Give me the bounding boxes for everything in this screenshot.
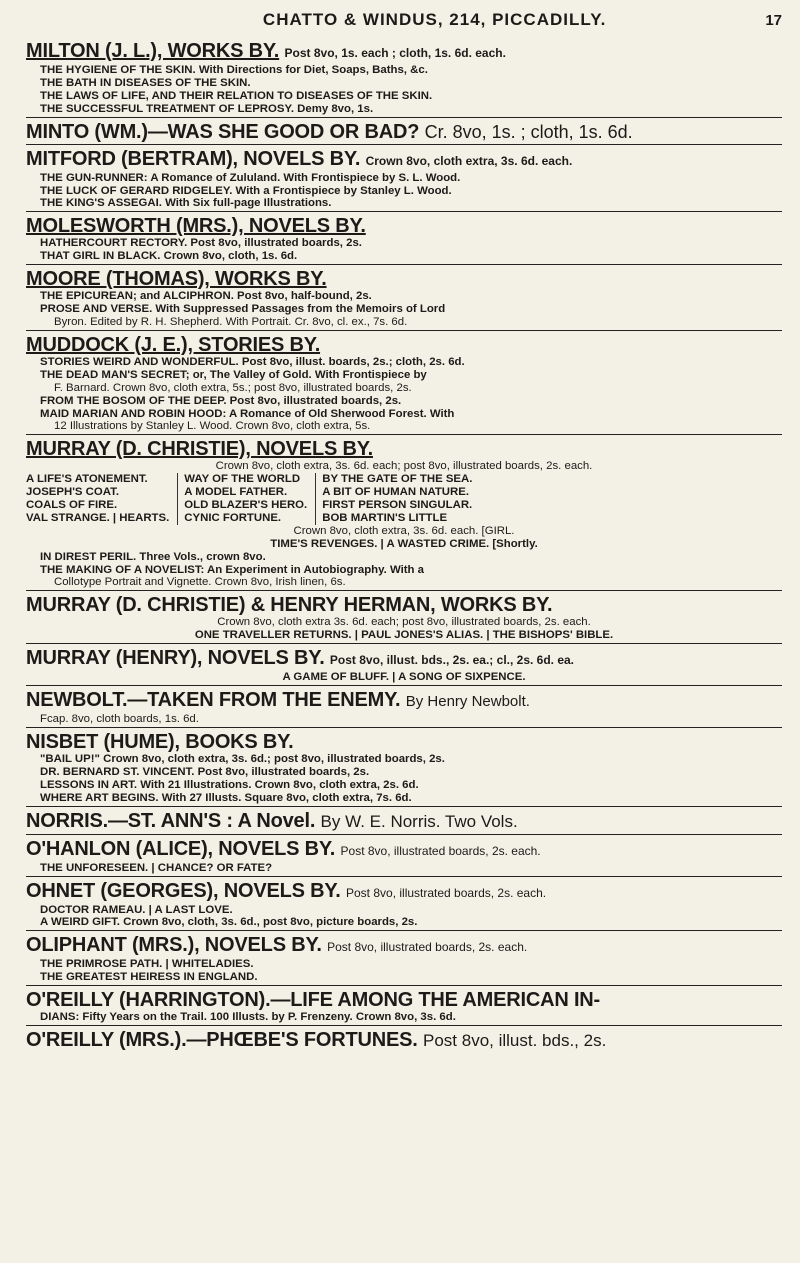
entry-ohanlon — [26, 838, 782, 877]
book-line: THE MAKING OF A NOVELIST: An Experiment in Autobiography. With a — [40, 563, 425, 576]
entry-murray-christie — [26, 438, 782, 591]
book-line: DIANS: Fifty Years on the Trail. 100 Illusts. by P. Frenzeny. Crown 8vo, 3s. 6d. — [40, 1011, 456, 1024]
author-name: MUDDOCK (J. E.), STORIES BY. — [26, 333, 321, 356]
book-line: THE HYGIENE OF THE SKIN. With Directions for Diet, Soaps, Baths, &c. — [40, 64, 428, 76]
entry-heading — [26, 647, 782, 671]
price-note: By W. E. Norris. Two Vols. — [320, 811, 518, 831]
entry-muddock — [26, 334, 782, 435]
author-name: OLIPHANT (MRS.), NOVELS BY. — [26, 934, 322, 957]
entry-heading — [26, 268, 782, 290]
author-name: MILTON (J. L.), WORKS BY. — [26, 40, 280, 62]
book-title: OLD BLAZER'S HERO. — [184, 499, 308, 512]
book-title: A MODEL FATHER. — [184, 486, 288, 499]
author-name: MINTO (WM.)—WAS SHE GOOD OR BAD? — [26, 120, 420, 143]
book-line: PROSE AND VERSE. With Suppressed Passages from the Memoirs of Lord — [40, 303, 446, 316]
catalogue-page — [26, 0, 782, 1056]
book-line: THE GUN-RUNNER: A Romance of Zululand. With Frontispiece by S. L. Wood. — [40, 171, 461, 184]
entry-ohnet — [26, 880, 782, 932]
entry-heading — [26, 1029, 782, 1052]
entry-heading — [26, 880, 782, 904]
entry-heading — [26, 989, 782, 1011]
price-note: Post 8vo, illustrated boards, 2s. each. — [340, 843, 541, 858]
entry-heading — [26, 148, 782, 172]
author-name: OHNET (GEORGES), NOVELS BY. — [26, 879, 341, 902]
entry-mitford — [26, 148, 782, 213]
price-line: Crown 8vo, cloth extra, 3s. 6d. each. [GIRL. — [293, 524, 515, 537]
entry-norris — [26, 810, 782, 835]
entry-heading — [26, 810, 782, 833]
book-line: THE UNFORESEEN. | CHANCE? OR FATE? — [40, 861, 273, 874]
entry-moore — [26, 268, 782, 331]
book-line: "BAIL UP!" Crown 8vo, cloth extra, 3s. 6d.; post 8vo, illustrated boards, 2s. — [40, 753, 445, 765]
book-line: THE DEAD MAN'S SECRET; or, The Valley of Gold. With Frontispiece by — [40, 368, 427, 381]
price-note: Crown 8vo, cloth extra, 3s. 6d. each. — [365, 153, 573, 168]
price-note: Post 8vo, illustrated boards, 2s. each. — [346, 885, 547, 900]
book-title: WAY OF THE WORLD — [184, 473, 301, 486]
price-note: Cr. 8vo, 1s. ; cloth, 1s. 6d. — [424, 121, 633, 142]
book-line: F. Barnard. Crown 8vo, cloth extra, 5s.; post 8vo, illustrated boards, 2s. — [54, 381, 412, 394]
book-line: WHERE ART BEGINS. With 27 Illusts. Square 8vo, cloth extra, 7s. 6d. — [40, 791, 412, 804]
book-line: A WEIRD GIFT. Crown 8vo, cloth, 3s. 6d., post 8vo, picture boards, 2s. — [40, 916, 418, 929]
book-line: ONE TRAVELLER RETURNS. | PAUL JONES'S ALIAS. | THE BISHOPS' BIBLE. — [194, 629, 614, 642]
book-line: Collotype Portrait and Vignette. Crown 8vo, Irish linen, 6s. — [54, 576, 346, 589]
entry-murray-henry — [26, 647, 782, 686]
book-title: BY THE GATE OF THE SEA. — [322, 473, 473, 486]
book-line: THE LAWS OF LIFE, AND THEIR RELATION TO DISEASES OF THE SKIN. — [40, 89, 433, 102]
book-line: FROM THE BOSOM OF THE DEEP. Post 8vo, illustrated boards, 2s. — [40, 394, 402, 407]
book-title: CYNIC FORTUNE. — [184, 511, 282, 524]
price-note: By Henry Newbolt. — [405, 693, 530, 711]
book-title: BOB MARTIN'S LITTLE — [322, 511, 448, 524]
author-name: MURRAY (HENRY), NOVELS BY. — [26, 647, 325, 670]
entry-nisbet — [26, 731, 782, 807]
book-line: THE LUCK OF GERARD RIDGELEY. With a Frontispiece by Stanley L. Wood. — [40, 184, 452, 197]
author-name: NORRIS.—ST. ANN'S : A Novel. — [26, 809, 316, 832]
author-name: O'HANLON (ALICE), NOVELS BY. — [26, 837, 336, 860]
book-line: THE GREATEST HEIRESS IN ENGLAND. — [40, 971, 258, 984]
entry-heading — [26, 731, 782, 753]
page-number: 17 — [765, 11, 782, 29]
entry-heading — [26, 334, 782, 356]
entry-oreilly-harrington — [26, 989, 782, 1026]
entry-heading — [26, 40, 782, 64]
running-header — [26, 0, 782, 40]
entry-murray-herman — [26, 594, 782, 644]
entry-heading — [26, 438, 782, 460]
book-line: THAT GIRL IN BLACK. Crown 8vo, cloth, 1s. 6d. — [40, 250, 298, 263]
entry-heading — [26, 838, 782, 862]
price-note: Post 8vo, illust. bds., 2s. ea.; cl., 2s. 6d. ea. — [329, 653, 575, 668]
book-line: LESSONS IN ART. With 21 Illustrations. Crown 8vo, cloth extra, 2s. 6d. — [40, 778, 419, 791]
price-line: Crown 8vo, cloth extra 3s. 6d. each; post 8vo, illustrated boards, 2s. each. — [217, 616, 591, 629]
title-columns — [26, 473, 782, 525]
title-column — [322, 473, 480, 525]
book-line: 12 Illustrations by Stanley L. Wood. Crown 8vo, cloth extra, 5s. — [54, 420, 371, 433]
entry-heading — [26, 689, 782, 713]
book-title: A LIFE'S ATONEMENT. — [26, 473, 148, 486]
entry-newbolt — [26, 689, 782, 728]
book-line: THE PRIMROSE PATH. | WHITELADIES. — [40, 958, 254, 971]
author-name: MITFORD (BERTRAM), NOVELS BY. — [26, 147, 361, 170]
book-line: TIME'S REVENGES. | A WASTED CRIME. [Shortly. — [270, 537, 538, 550]
book-line: MAID MARIAN AND ROBIN HOOD: A Romance of Old Sherwood Forest. With — [40, 407, 455, 420]
book-line: THE EPICUREAN; and ALCIPHRON. Post 8vo, half-bound, 2s. — [40, 290, 372, 303]
book-line: Fcap. 8vo, cloth boards, 1s. 6d. — [40, 713, 199, 726]
book-line: THE BATH IN DISEASES OF THE SKIN. — [40, 76, 251, 89]
book-line: HATHERCOURT RECTORY. Post 8vo, illustrated boards, 2s. — [40, 237, 362, 250]
book-line: THE SUCCESSFUL TREATMENT OF LEPROSY. Demy 8vo, 1s. — [40, 102, 374, 115]
book-title: FIRST PERSON SINGULAR. — [322, 499, 473, 512]
title-column — [26, 473, 178, 525]
book-line: DOCTOR RAMEAU. | A LAST LOVE. — [40, 903, 233, 916]
entry-oreilly-mrs — [26, 1029, 782, 1053]
price-note: Post 8vo, illust. bds., 2s. — [423, 1031, 607, 1051]
book-title: VAL STRANGE. | HEARTS. — [26, 511, 170, 524]
header-title: CHATTO & WINDUS, 214, PICCADILLY. — [262, 10, 607, 29]
author-name: NEWBOLT.—TAKEN FROM THE ENEMY. — [26, 689, 401, 712]
entry-milton — [26, 40, 782, 118]
author-name: MOORE (THOMAS), WORKS BY. — [26, 268, 327, 291]
price-note: Post 8vo, illustrated boards, 2s. each. — [327, 940, 528, 955]
entry-molesworth — [26, 215, 782, 265]
book-line: DR. BERNARD ST. VINCENT. Post 8vo, illustrated boards, 2s. — [40, 765, 370, 778]
entry-heading — [26, 594, 782, 616]
author-name: O'REILLY (HARRINGTON).—LIFE AMONG THE AMERICAN IN- — [26, 989, 601, 1012]
book-line: STORIES WEIRD AND WONDERFUL. Post 8vo, illust. boards, 2s.; cloth, 2s. 6d. — [40, 355, 465, 368]
book-title: A BIT OF HUMAN NATURE. — [322, 486, 470, 499]
author-name: NISBET (HUME), BOOKS BY. — [26, 731, 294, 753]
author-name: MURRAY (D. CHRISTIE) & HENRY HERMAN, WORKS BY. — [26, 594, 553, 617]
book-title: JOSEPH'S COAT. — [26, 486, 120, 499]
price-note: Post 8vo, 1s. each ; cloth, 1s. 6d. each. — [284, 46, 506, 60]
author-name: O'REILLY (MRS.).—PHŒBE'S FORTUNES. — [26, 1029, 418, 1052]
author-name: MURRAY (D. CHRISTIE), NOVELS BY. — [26, 438, 373, 461]
book-line: IN DIREST PERIL. Three Vols., crown 8vo. — [40, 550, 266, 563]
book-title: COALS OF FIRE. — [26, 499, 118, 512]
entry-oliphant — [26, 934, 782, 986]
entry-minto — [26, 121, 782, 145]
title-column — [184, 473, 316, 525]
book-line: A GAME OF BLUFF. | A SONG OF SIXPENCE. — [282, 671, 526, 684]
book-line: THE KING'S ASSEGAI. With Six full-page Illustrations. — [40, 197, 332, 210]
book-line: Byron. Edited by R. H. Shepherd. With Portrait. Cr. 8vo, cl. ex., 7s. 6d. — [54, 315, 408, 328]
entry-heading — [26, 934, 782, 958]
entry-heading — [26, 215, 782, 237]
entry-heading — [26, 121, 782, 143]
author-name: MOLESWORTH (MRS.), NOVELS BY. — [26, 215, 366, 238]
price-line: Crown 8vo, cloth extra, 3s. 6d. each; post 8vo, illustrated boards, 2s. each. — [215, 460, 593, 473]
